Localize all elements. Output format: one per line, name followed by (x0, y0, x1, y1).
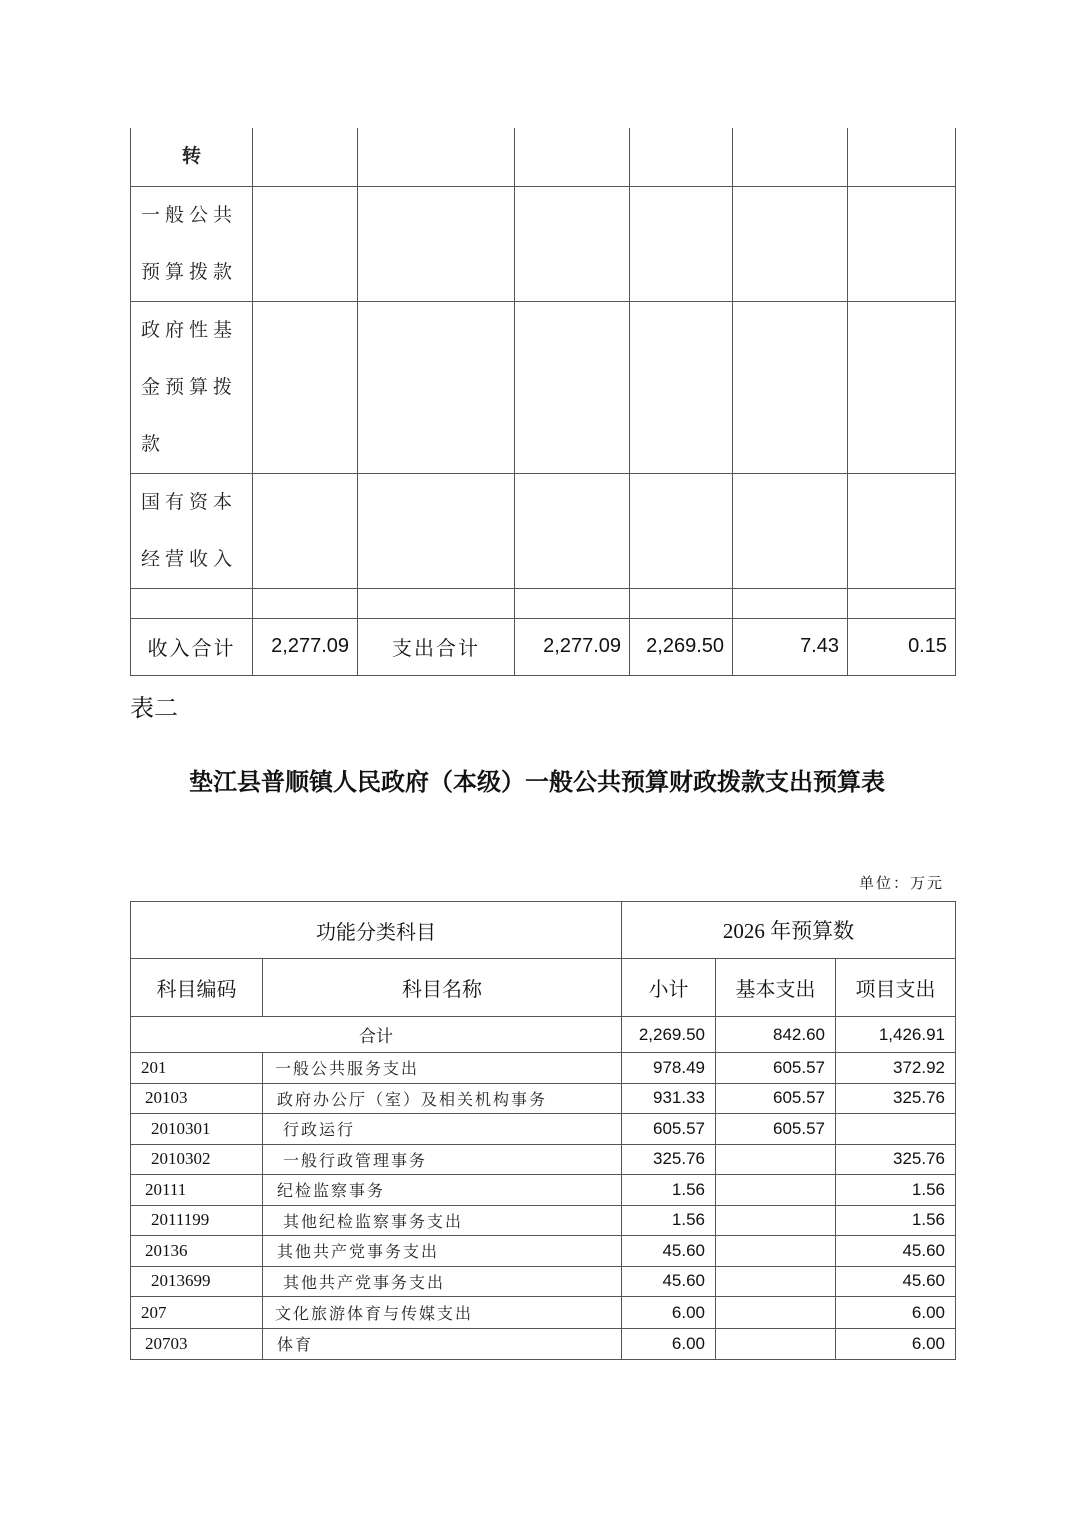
cell-basic (716, 1297, 836, 1329)
header-subtotal: 小计 (622, 959, 716, 1017)
total-basic: 842.60 (716, 1017, 836, 1053)
income-total-value: 2,277.09 (253, 618, 358, 675)
cell-code: 2013699 (131, 1266, 263, 1297)
cell-project: 325.76 (836, 1144, 956, 1175)
row-label: 政府性基 金预算拨 款 (131, 301, 253, 473)
header-project: 项目支出 (836, 959, 956, 1017)
total-label: 合计 (131, 1017, 622, 1053)
cell-name: 其他共产党事务支出 (263, 1236, 622, 1267)
cell-basic: 605.57 (716, 1083, 836, 1114)
income-total-label: 收入合计 (131, 618, 253, 675)
cell-name: 体育 (263, 1329, 622, 1360)
cell-project: 1.56 (836, 1175, 956, 1206)
cell-basic (716, 1266, 836, 1297)
cell-project: 45.60 (836, 1266, 956, 1297)
cell-name: 纪检监察事务 (263, 1175, 622, 1206)
cell-project: 1.56 (836, 1205, 956, 1236)
cell-subtotal: 978.49 (622, 1053, 716, 1084)
cell-name: 其他纪检监察事务支出 (263, 1205, 622, 1236)
header-row-group (131, 902, 956, 959)
cell-subtotal: 1.56 (622, 1175, 716, 1206)
table-row (131, 1175, 956, 1206)
cell-project: 372.92 (836, 1053, 956, 1084)
table-row (131, 1144, 956, 1175)
page-title: 垫江县普顺镇人民政府（本级）一般公共预算财政拨款支出预算表 (189, 767, 885, 796)
cell-code: 2010301 (131, 1114, 263, 1145)
cell-subtotal: 45.60 (622, 1236, 716, 1267)
table-row (131, 1329, 956, 1360)
cell-project: 45.60 (836, 1236, 956, 1267)
cell-code: 2011199 (131, 1205, 263, 1236)
cell-project: 6.00 (836, 1297, 956, 1329)
total-subtotal: 2,269.50 (622, 1017, 716, 1053)
cell-code: 20136 (131, 1236, 263, 1267)
table-row (131, 1205, 956, 1236)
unit-label: 单位：万元 (858, 874, 944, 892)
table-row (131, 301, 956, 473)
cell-name: 文化旅游体育与传媒支出 (263, 1297, 622, 1329)
cell-subtotal: 6.00 (622, 1297, 716, 1329)
table-row (131, 1083, 956, 1114)
header-row (131, 959, 956, 1017)
total-row (131, 618, 956, 675)
table-row-empty (131, 588, 956, 618)
cell-project: 325.76 (836, 1083, 956, 1114)
total-project: 1,426.91 (836, 1017, 956, 1053)
cell-code: 20103 (131, 1083, 263, 1114)
budget-expenditure-table (130, 901, 956, 1360)
cell-name: 政府办公厅（室）及相关机构事务 (263, 1083, 622, 1114)
cell-subtotal: 6.00 (622, 1329, 716, 1360)
row-label: 国有资本 经营收入 (131, 473, 253, 588)
table-row (131, 186, 956, 301)
expense-total-label: 支出合计 (358, 618, 515, 675)
cell-subtotal: 325.76 (622, 1144, 716, 1175)
cell-basic (716, 1205, 836, 1236)
table-row (131, 1114, 956, 1145)
row-label: 一般公共 预算拨款 (131, 186, 253, 301)
cell-basic (716, 1236, 836, 1267)
cell-name: 其他共产党事务支出 (263, 1266, 622, 1297)
cell-subtotal: 605.57 (622, 1114, 716, 1145)
table-row (131, 473, 956, 588)
cell-basic (716, 1175, 836, 1206)
cell-basic: 605.57 (716, 1053, 836, 1084)
total-col6: 7.43 (733, 618, 848, 675)
cell-code: 207 (131, 1297, 263, 1329)
cell-subtotal: 931.33 (622, 1083, 716, 1114)
total-row (131, 1017, 956, 1053)
header-code: 科目编码 (131, 959, 263, 1017)
table-row (131, 1236, 956, 1267)
header-basic: 基本支出 (716, 959, 836, 1017)
cell-project: 6.00 (836, 1329, 956, 1360)
row-label: 转 (131, 128, 253, 186)
cell-project (836, 1114, 956, 1145)
cell-code: 201 (131, 1053, 263, 1084)
header-budget-2026: 2026 年预算数 (622, 902, 956, 959)
section-label: 表二 (130, 694, 178, 722)
cell-code: 20111 (131, 1175, 263, 1206)
table-row (131, 128, 956, 186)
header-name: 科目名称 (263, 959, 622, 1017)
cell-code: 20703 (131, 1329, 263, 1360)
cell-basic: 605.57 (716, 1114, 836, 1145)
expense-total-value: 2,277.09 (515, 618, 630, 675)
header-functional-category: 功能分类科目 (131, 902, 622, 959)
cell-basic (716, 1144, 836, 1175)
table-row (131, 1297, 956, 1329)
cell-name: 一般行政管理事务 (263, 1144, 622, 1175)
cell-name: 一般公共服务支出 (263, 1053, 622, 1084)
cell-subtotal: 1.56 (622, 1205, 716, 1236)
cell-code: 2010302 (131, 1144, 263, 1175)
total-col7: 0.15 (848, 618, 956, 675)
income-expense-summary-table (130, 128, 956, 676)
cell-subtotal: 45.60 (622, 1266, 716, 1297)
table-row (131, 1053, 956, 1084)
cell-name: 行政运行 (263, 1114, 622, 1145)
table-row (131, 1266, 956, 1297)
cell-basic (716, 1329, 836, 1360)
total-col5: 2,269.50 (630, 618, 733, 675)
